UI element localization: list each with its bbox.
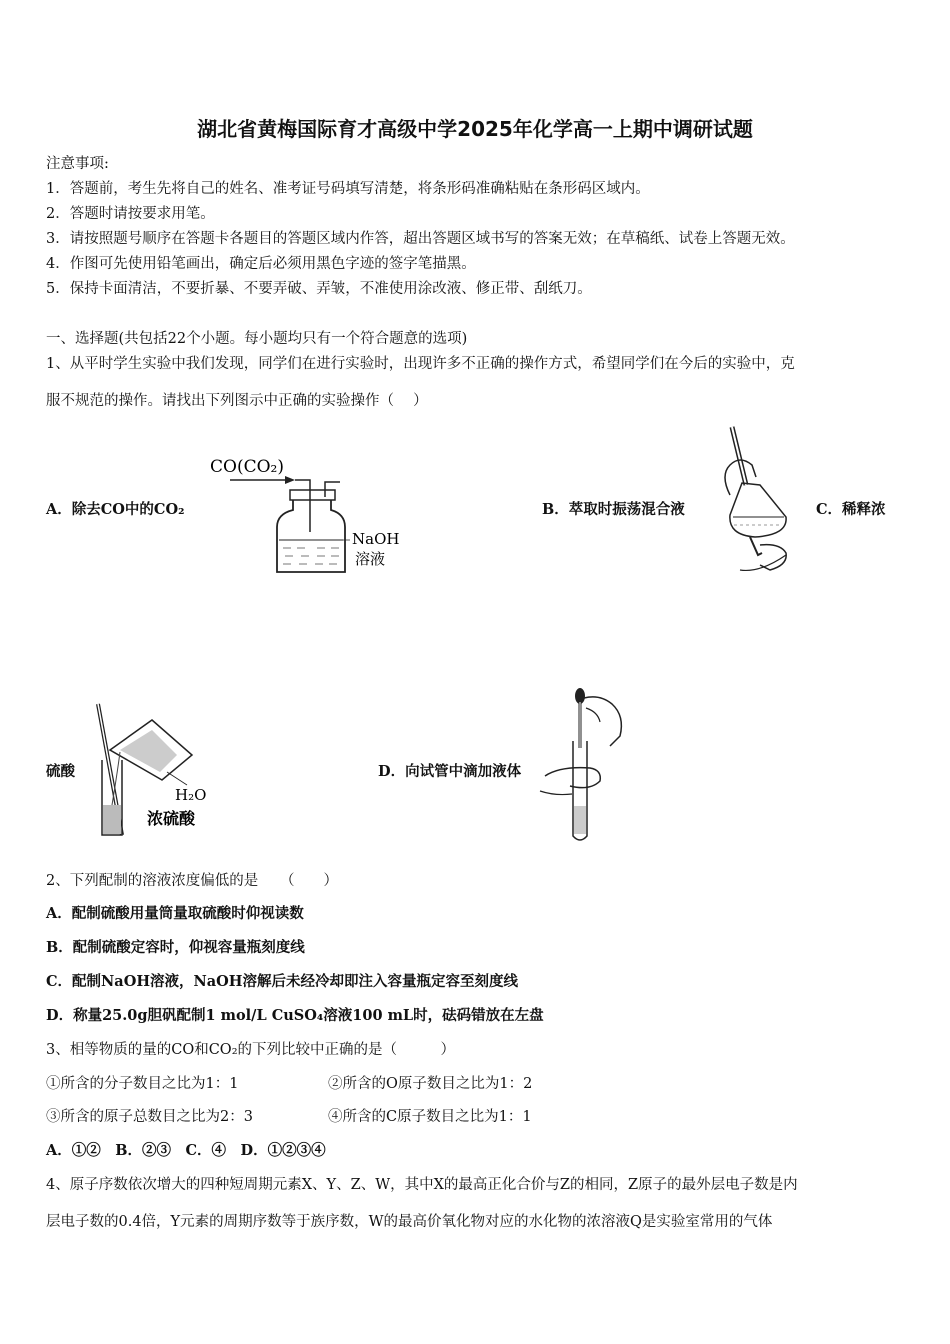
notice-heading: 注意事项: [46,156,109,172]
gas-washing-bottle-figure [205,452,425,577]
q4-stem-line1: 4、原子序数依次增大的四种短周期元素X、Y、Z、W，其中X的最高正化合价与Z的相同，Z原子的最外层电子数是内 [46,1177,798,1193]
gas-label: CO(CO₂) [210,457,284,477]
page-title: 湖北省黄梅国际育才高级中学2025年化学高一上期中调研试题 [197,117,753,141]
acid-label: 浓硫酸 [147,809,196,828]
q2-option-d: D．称量25.0g胆矾配制1 mol/L CuSO₄溶液100 mL时，砝码错放在左盘 [46,1007,544,1024]
q3-statement-3: ③所含的原子总数目之比为2：3 [46,1109,253,1125]
notice-item: 3．请按照题号顺序在答题卡各题目的答题区域内作答，超出答题区域书写的答案无效；在草稿纸、试卷上答题无效。 [46,231,795,247]
separatory-funnel-figure [700,425,800,575]
q1-option-b: B．萃取时振荡混合液 [542,501,685,518]
dropper-test-tube-figure [540,686,640,846]
q2-option-b: B．配制硫酸定容时，仰视容量瓶刻度线 [46,939,305,956]
reagent-label: 溶液 [355,550,386,568]
notice-item: 1．答题前，考生先将自己的姓名、准考证号码填写清楚，将条形码准确粘贴在条形码区域内。 [46,181,650,197]
q2-option-a: A．配制硫酸用量筒量取硫酸时仰视读数 [46,905,304,922]
q3-stem: 3、相等物质的量的CO和CO₂的下列比较中正确的是（ ） [46,1042,455,1058]
q3-statement-4: ④所含的C原子数目之比为1：1 [328,1109,532,1125]
dilution-figure [92,700,232,840]
notice-item: 5．保持卡面清洁，不要折暴、不要弄破、弄皱，不准使用涂改液、修正带、刮纸刀。 [46,281,592,297]
reagent-label: NaOH [352,530,400,548]
q1-stem-line1: 1、从平时学生实验中我们发现，同学们在进行实验时，出现许多不正确的操作方式，希望同学们在今后的实验中，克 [46,356,795,372]
notice-item: 4．作图可先使用铅笔画出，确定后必须用黑色字迹的签字笔描黑。 [46,256,476,272]
q3-options: A．①② B．②③ C．④ D．①②③④ [46,1142,326,1159]
q3-statement-1: ①所含的分子数目之比为1：1 [46,1076,239,1092]
q1-option-c-cont: 硫酸 [46,763,75,780]
water-label: H₂O [175,786,207,804]
notice-item: 2．答题时请按要求用笔。 [46,206,215,222]
q2-option-c: C．配制NaOH溶液，NaOH溶解后未经冷却即注入容量瓶定容至刻度线 [46,973,518,990]
q3-statement-2: ②所含的O原子数目之比为1：2 [328,1076,533,1092]
q1-option-d: D．向试管中滴加液体 [378,763,522,780]
q1-stem-line2: 服不规范的操作。请找出下列图示中正确的实验操作（ ） [46,393,428,409]
q2-stem: 2、下列配制的溶液浓度偏低的是 （ ） [46,873,338,889]
q1-option-c: C．稀释浓 [816,501,886,518]
q4-stem-line2: 层电子数的0.4倍，Y元素的周期序数等于族序数，W的最高价氧化物对应的水化物的浓溶液Q是实验室常用的气体 [46,1214,773,1230]
q1-option-a: A．除去CO中的CO₂ [46,501,185,518]
section-heading: 一、选择题(共包括22个小题。每小题均只有一个符合题意的选项) [46,331,468,347]
